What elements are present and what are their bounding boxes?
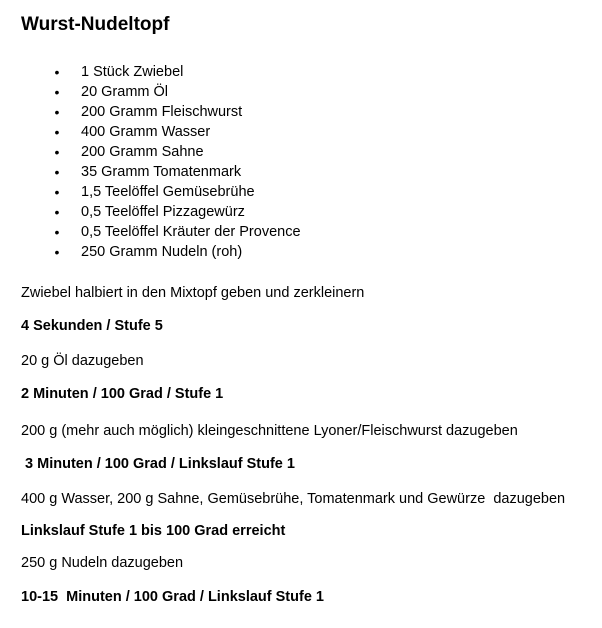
step-setting: 4 Sekunden / Stufe 5 — [21, 318, 163, 334]
bullet-icon: • — [54, 244, 60, 260]
bullet-icon: • — [54, 184, 60, 200]
ingredient-text: 200 Gramm Fleischwurst — [81, 104, 243, 120]
step-setting: 3 Minuten / 100 Grad / Linkslauf Stufe 1 — [21, 456, 295, 472]
bullet-icon: • — [54, 84, 60, 100]
step-setting: 2 Minuten / 100 Grad / Stufe 1 — [21, 386, 224, 402]
ingredient-text: 400 Gramm Wasser — [81, 124, 211, 140]
bullet-icon: • — [54, 124, 60, 140]
step-setting: Linkslauf Stufe 1 bis 100 Grad erreicht — [21, 523, 286, 539]
bullet-icon: • — [54, 144, 60, 160]
recipe-title: Wurst-Nudeltopf — [21, 14, 170, 35]
ingredient-text: 20 Gramm Öl — [81, 84, 169, 100]
step-instruction: 250 g Nudeln dazugeben — [21, 555, 184, 571]
bullet-icon: • — [54, 204, 60, 220]
ingredient-text: 1,5 Teelöffel Gemüsebrühe — [81, 184, 255, 200]
ingredient-text: 0,5 Teelöffel Pizzagewürz — [81, 204, 245, 220]
step-instruction: Zwiebel halbiert in den Mixtopf geben und zerkleinern — [21, 285, 365, 301]
ingredient-text: 200 Gramm Sahne — [81, 144, 204, 160]
step-instruction: 400 g Wasser, 200 g Sahne, Gemüsebrühe, Tomatenmark und Gewürze dazugeben — [21, 491, 566, 507]
ingredient-text: 35 Gramm Tomatenmark — [81, 164, 242, 180]
bullet-icon: • — [54, 104, 60, 120]
bullet-icon: • — [54, 64, 60, 80]
bullet-icon: • — [54, 164, 60, 180]
step-instruction: 20 g Öl dazugeben — [21, 353, 144, 369]
ingredient-text: 250 Gramm Nudeln (roh) — [81, 244, 243, 260]
bullet-icon: • — [54, 224, 60, 240]
step-setting: 10-15 Minuten / 100 Grad / Linkslauf Stufe 1 — [21, 589, 324, 605]
ingredient-text: 1 Stück Zwiebel — [81, 64, 184, 80]
step-instruction: 200 g (mehr auch möglich) kleingeschnittene Lyoner/Fleischwurst dazugeben — [21, 423, 518, 439]
ingredient-text: 0,5 Teelöffel Kräuter der Provence — [81, 224, 301, 240]
